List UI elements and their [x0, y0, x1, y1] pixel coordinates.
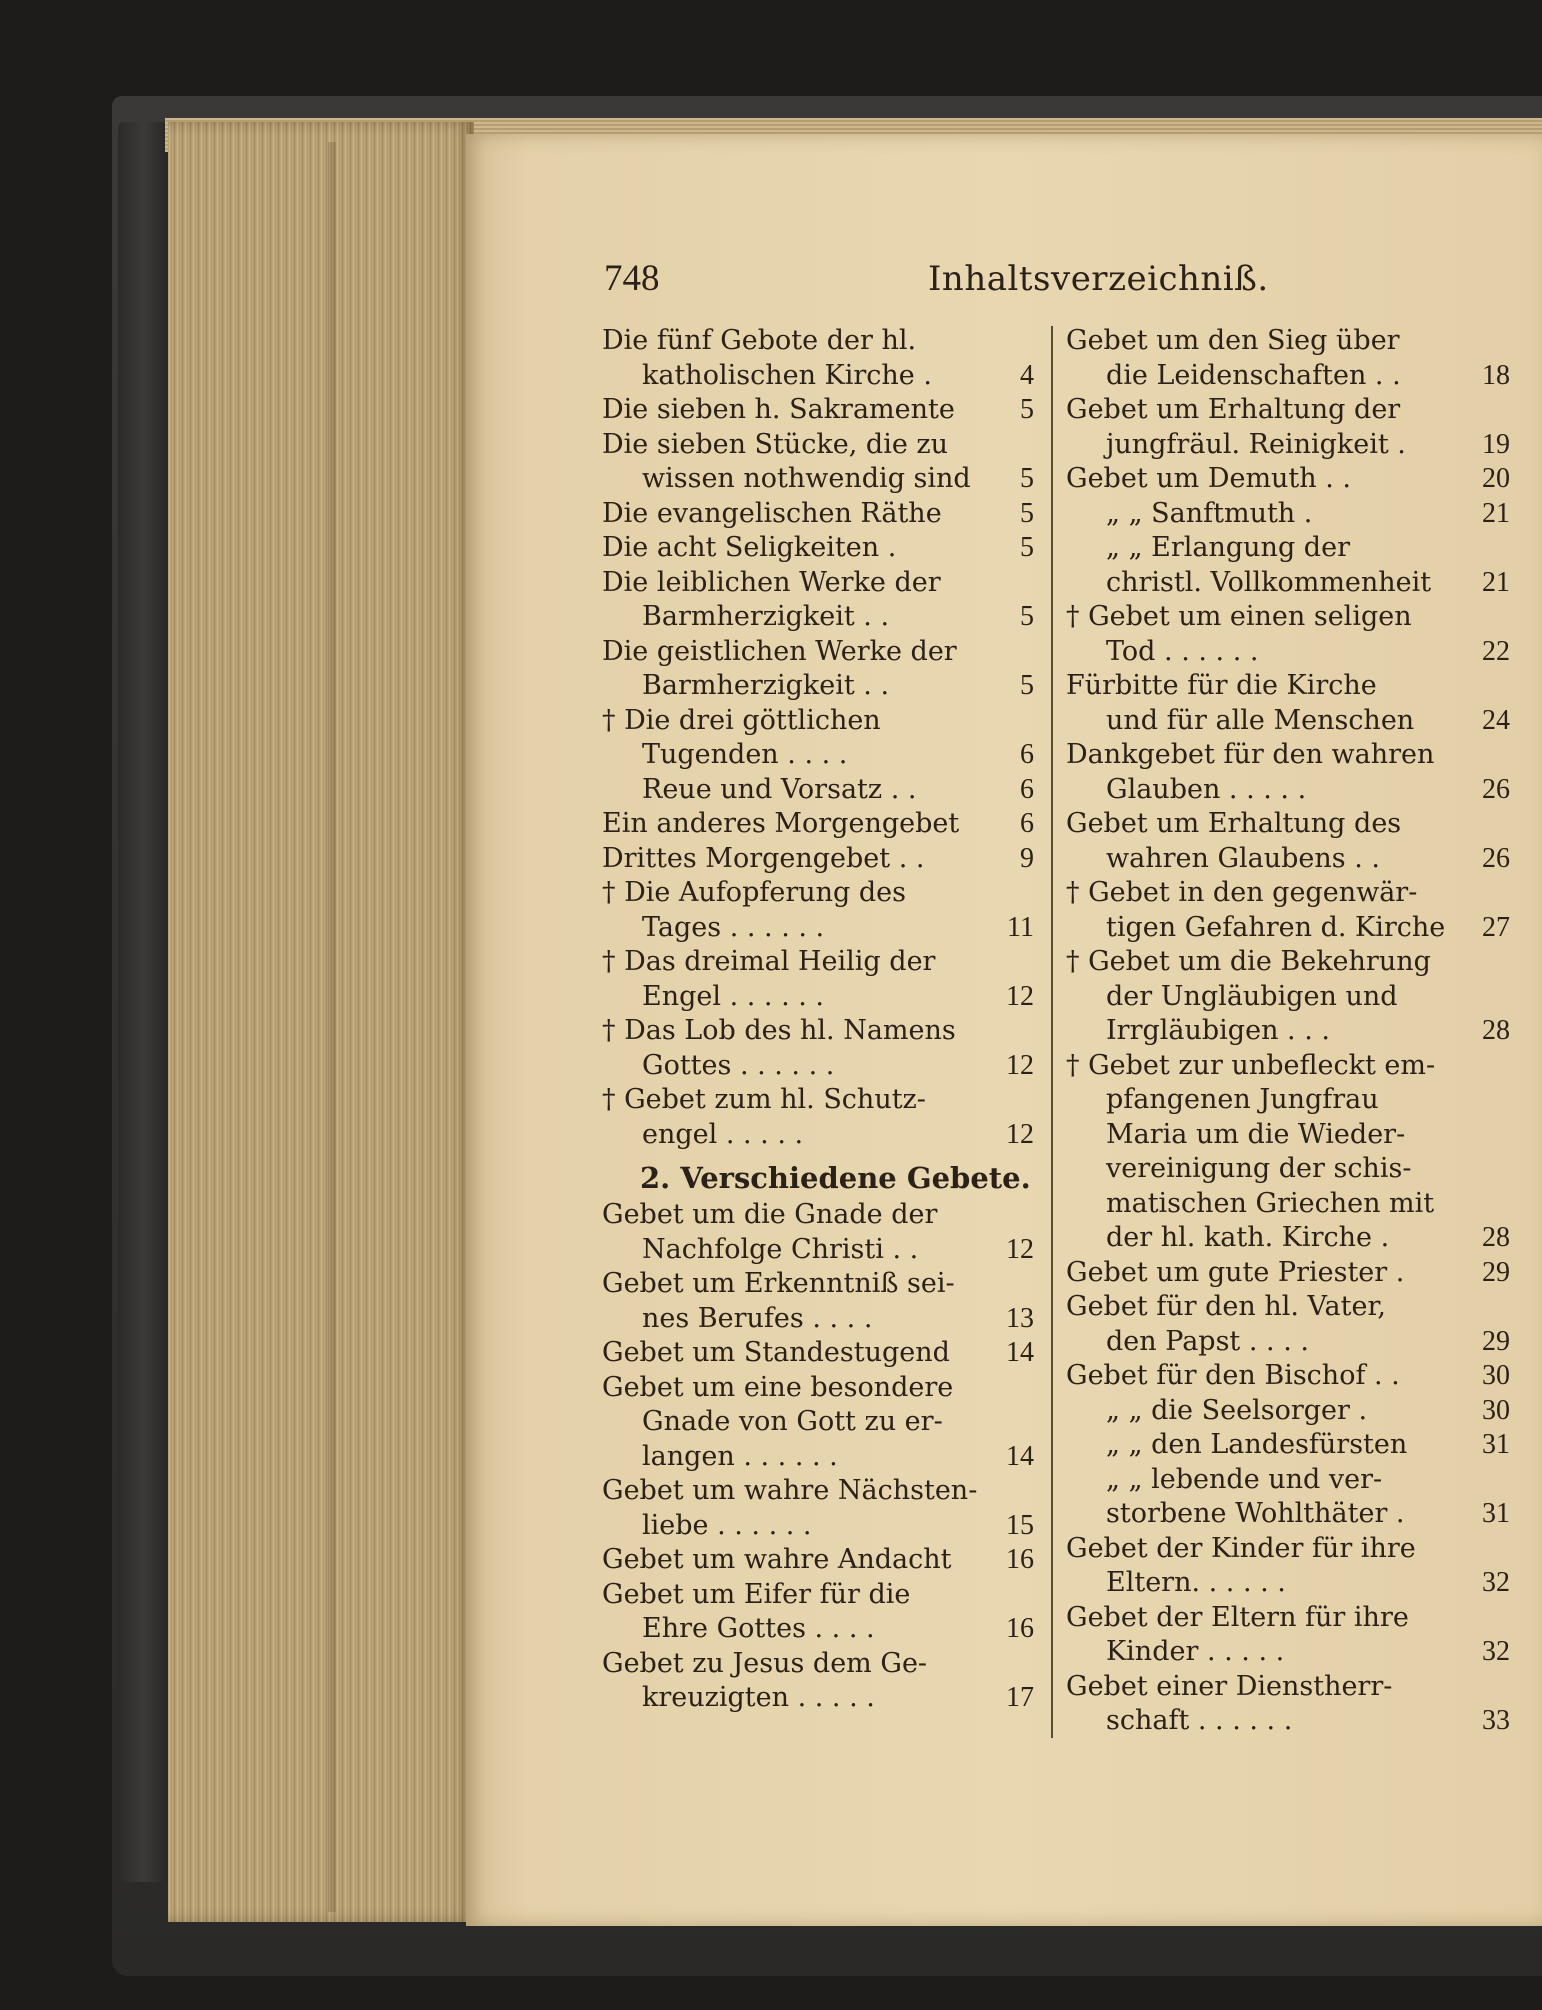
- toc-entry: [602, 1083, 1034, 1118]
- toc-entry-text: die Leidenschaften . .: [1106, 359, 1401, 391]
- toc-entry: [1066, 876, 1496, 911]
- toc-entry: [602, 807, 1034, 842]
- toc-entry-text: Gebet für den Bischof . .: [1066, 1360, 1400, 1391]
- toc-entry: [1066, 1325, 1510, 1360]
- toc-entry-page: 20: [1482, 463, 1510, 494]
- toc-entry-text: Gebet zu Jesus dem Ge-: [602, 1647, 928, 1679]
- book-page: [466, 134, 1542, 1926]
- toc-entry-text: Gebet für den hl. Vater,: [1066, 1291, 1387, 1322]
- toc-entry-text: kreuzigten . . . . .: [642, 1682, 875, 1713]
- toc-entry-page: 4: [1020, 359, 1034, 391]
- toc-entry-text: Gebet um wahre Nächsten-: [602, 1475, 978, 1506]
- toc-entry-page: 30: [1482, 1360, 1510, 1391]
- toc-entry: [1066, 1256, 1510, 1291]
- toc-entry-page: 5: [1020, 463, 1034, 494]
- toc-entry: [602, 1302, 1034, 1337]
- toc-entry-page: 12: [1006, 1233, 1034, 1265]
- toc-entry-text: Barmherzigkeit . .: [642, 601, 890, 632]
- toc-entry-page: 31: [1482, 1498, 1510, 1529]
- toc-entry-page: 18: [1482, 359, 1510, 391]
- toc-entry-text: tigen Gefahren d. Kirche: [1106, 911, 1446, 943]
- toc-entry: [602, 1681, 1034, 1716]
- toc-entry: [1066, 324, 1496, 359]
- toc-entry: [1066, 704, 1510, 739]
- toc-entry-text: „ „ den Landesfürsten: [1106, 1429, 1408, 1460]
- toc-entry-page: 5: [1020, 394, 1034, 425]
- toc-entry: [602, 462, 1034, 497]
- book-spine: [118, 122, 170, 1882]
- toc-entry-page: 31: [1482, 1429, 1510, 1460]
- toc-entry: [1066, 738, 1496, 773]
- toc-entry: [1066, 1704, 1510, 1739]
- toc-entry: [1066, 1118, 1496, 1153]
- toc-entry-text: Die geistlichen Werke der: [602, 635, 957, 667]
- toc-entry: [602, 1405, 1034, 1440]
- toc-entry-text: Gebet um Demuth . .: [1066, 463, 1352, 494]
- toc-entry: [1066, 497, 1510, 532]
- toc-entry: [1066, 980, 1496, 1015]
- toc-entry-page: 26: [1482, 842, 1510, 874]
- toc-entry: [1066, 1428, 1510, 1463]
- toc-entry: [602, 1647, 1034, 1682]
- toc-entry-text: Tod . . . . . .: [1106, 635, 1259, 667]
- toc-entry-page: 5: [1020, 601, 1034, 632]
- toc-entry: [602, 876, 1034, 911]
- toc-entry: [1066, 1394, 1510, 1429]
- toc-entry: [1066, 359, 1510, 394]
- toc-entry: [1066, 1566, 1510, 1601]
- toc-entry: [602, 1474, 1034, 1509]
- toc-entry-text: † Gebet um die Bekehrung: [1066, 946, 1431, 977]
- toc-entry-text: storbene Wohlthäter .: [1106, 1498, 1405, 1529]
- toc-entry-text: Gebet um Erhaltung des: [1066, 808, 1402, 839]
- toc-entry-text: engel . . . . .: [642, 1118, 804, 1150]
- toc-column-right: [1066, 324, 1510, 1739]
- toc-entry-page: 29: [1482, 1325, 1510, 1357]
- toc-entry-page: 14: [1006, 1440, 1034, 1472]
- toc-entry-text: † Das Lob des hl. Namens: [602, 1015, 956, 1046]
- toc-entry: [602, 1578, 1034, 1613]
- toc-entry: [1066, 600, 1496, 635]
- toc-entry-text: Gebet um gute Priester .: [1066, 1256, 1405, 1288]
- toc-entry-page: 9: [1020, 842, 1034, 874]
- toc-column-left: [602, 324, 1034, 1716]
- toc-entry: [1066, 669, 1496, 704]
- toc-entry-text: pfangenen Jungfrau: [1106, 1084, 1379, 1115]
- toc-entry-page: 32: [1482, 1567, 1510, 1598]
- toc-entry-page: 12: [1006, 1118, 1034, 1150]
- toc-entry: [1066, 807, 1496, 842]
- toc-entry: [1066, 1049, 1496, 1084]
- toc-entry: [602, 1543, 1034, 1578]
- toc-entry-text: Fürbitte für die Kirche: [1066, 670, 1377, 701]
- toc-entry-page: 28: [1482, 1222, 1510, 1253]
- toc-entry-text: Reue und Vorsatz . .: [642, 773, 917, 805]
- toc-entry-text: Gebet um wahre Andacht: [602, 1544, 952, 1575]
- toc-entry-page: 21: [1482, 566, 1510, 598]
- toc-entry-text: † Gebet zur unbefleckt em-: [1066, 1049, 1436, 1081]
- toc-entry-text: Die sieben Stücke, die zu: [602, 428, 949, 460]
- toc-entry-page: 6: [1020, 773, 1034, 805]
- toc-entry: [602, 566, 1034, 601]
- toc-entry-page: 15: [1006, 1509, 1034, 1541]
- toc-entry-text: Ehre Gottes . . . .: [642, 1613, 875, 1644]
- toc-entry: [1066, 1152, 1496, 1187]
- toc-entry-text: Maria um die Wieder-: [1106, 1118, 1406, 1150]
- toc-entry-text: Gebet um Erhaltung der: [1066, 394, 1401, 425]
- toc-entry-page: 5: [1020, 532, 1034, 563]
- toc-entry: [602, 497, 1034, 532]
- toc-entry-page: 14: [1006, 1337, 1034, 1368]
- toc-entry: [1066, 1014, 1510, 1049]
- toc-entry: [602, 1233, 1034, 1268]
- toc-entry: [1066, 1187, 1496, 1222]
- toc-entry: [602, 842, 1034, 877]
- toc-entry-text: „ „ Erlangung der: [1106, 532, 1350, 563]
- toc-entry-text: Die fünf Gebote der hl.: [602, 325, 917, 356]
- toc-entry-text: Gottes . . . . . .: [642, 1049, 835, 1081]
- toc-entry-text: Dankgebet für den wahren: [1066, 739, 1435, 770]
- toc-entry-page: 24: [1482, 704, 1510, 736]
- toc-entry: [602, 911, 1034, 946]
- toc-entry-text: 2. Verschiedene Gebete.: [640, 1161, 1031, 1195]
- toc-entry-text: wissen nothwendig sind: [642, 463, 971, 494]
- toc-entry: [1066, 1359, 1510, 1394]
- toc-entry: [602, 1198, 1034, 1233]
- toc-entry-page: 11: [1007, 911, 1034, 943]
- toc-entry: [602, 704, 1034, 739]
- toc-entry-text: Tugenden . . . .: [642, 739, 848, 770]
- toc-entry: [1066, 1083, 1496, 1118]
- toc-entry: [602, 773, 1034, 808]
- toc-entry-text: Gnade von Gott zu er-: [642, 1406, 943, 1437]
- toc-entry-text: † Die Aufopferung des: [602, 877, 906, 908]
- toc-entry: [1066, 842, 1510, 877]
- toc-entry: [602, 359, 1034, 394]
- toc-entry: [602, 1371, 1034, 1406]
- toc-entry: [602, 738, 1034, 773]
- toc-entry-text: Die sieben h. Sakramente: [602, 394, 955, 425]
- toc-entry: [1066, 945, 1496, 980]
- toc-entry-text: Gebet um den Sieg über: [1066, 325, 1400, 356]
- toc-entry: [602, 1118, 1034, 1153]
- toc-entry-text: vereinigung der schis-: [1106, 1153, 1412, 1184]
- toc-entry-page: 21: [1482, 497, 1510, 529]
- toc-entry-text: † Das dreimal Heilig der: [602, 946, 936, 977]
- toc-entry-text: Ein anderes Morgengebet: [602, 808, 960, 839]
- toc-entry-text: nes Berufes . . . .: [642, 1302, 873, 1334]
- toc-entry-text: Glauben . . . . .: [1106, 773, 1307, 805]
- toc-entry: [1066, 1635, 1510, 1670]
- toc-entry: [1066, 393, 1496, 428]
- toc-entry-text: † Gebet in den gegenwär-: [1066, 877, 1418, 908]
- toc-entry-text: wahren Glaubens . .: [1106, 842, 1380, 874]
- toc-entry-page: 19: [1482, 428, 1510, 460]
- toc-entry: [602, 531, 1034, 566]
- toc-entry-text: Gebet um die Gnade der: [602, 1199, 938, 1230]
- toc-entry-page: 33: [1482, 1705, 1510, 1736]
- toc-entry: [1066, 1221, 1510, 1256]
- toc-entry-text: Die leiblichen Werke der: [602, 566, 941, 598]
- toc-entry: [602, 1267, 1034, 1302]
- toc-entry-text: Eltern. . . . . .: [1106, 1567, 1286, 1598]
- toc-entry: [1066, 531, 1496, 566]
- toc-entry-page: 32: [1482, 1636, 1510, 1667]
- toc-entry: [602, 1049, 1034, 1084]
- toc-entry-page: 5: [1020, 670, 1034, 701]
- toc-entry-text: Gebet um Eifer für die: [602, 1578, 911, 1610]
- toc-entry-page: 5: [1020, 497, 1034, 529]
- toc-entry-text: „ „ die Seelsorger .: [1106, 1394, 1368, 1426]
- toc-entry-text: „ „ lebende und ver-: [1106, 1463, 1383, 1495]
- toc-entry-text: Kinder . . . . .: [1106, 1636, 1285, 1667]
- toc-entry-text: Nachfolge Christi . .: [642, 1233, 919, 1265]
- toc-entry-text: Gebet um Erkenntniß sei-: [602, 1268, 955, 1299]
- toc-entry-text: Engel . . . . . .: [642, 980, 824, 1012]
- toc-entry-text: Die acht Seligkeiten .: [602, 532, 897, 563]
- toc-entry-text: jungfräul. Reinigkeit .: [1106, 428, 1406, 460]
- toc-entry-text: der hl. kath. Kirche .: [1106, 1222, 1390, 1253]
- toc-entry-text: † Gebet um einen seligen: [1066, 601, 1412, 632]
- toc-entry: [1066, 462, 1510, 497]
- toc-entry: [1066, 428, 1510, 463]
- toc-entry-page: 30: [1482, 1394, 1510, 1426]
- toc-entry: [602, 945, 1034, 980]
- toc-entry: [602, 669, 1034, 704]
- page-title: Inhaltsverzeichniß.: [928, 259, 1269, 299]
- toc-entry: [602, 1336, 1034, 1371]
- toc-entry-page: 6: [1020, 808, 1034, 839]
- toc-entry: [1066, 1497, 1510, 1532]
- toc-entry: [602, 1612, 1034, 1647]
- toc-entry-text: der Ungläubigen und: [1106, 980, 1398, 1012]
- toc-entry-text: „ „ Sanftmuth .: [1106, 497, 1313, 529]
- toc-entry-page: 26: [1482, 773, 1510, 805]
- column-divider: [1051, 326, 1053, 1738]
- toc-entry: [1066, 566, 1510, 601]
- toc-entry-page: 6: [1020, 739, 1034, 770]
- toc-entry-text: langen . . . . . .: [642, 1440, 838, 1472]
- toc-entry-text: Tages . . . . . .: [642, 911, 825, 943]
- toc-entry: [1066, 635, 1510, 670]
- toc-entry-text: Die evangelischen Räthe: [602, 497, 942, 529]
- toc-entry-page: 27: [1482, 911, 1510, 943]
- toc-entry: [602, 1014, 1034, 1049]
- toc-entry-text: Gebet der Eltern für ihre: [1066, 1601, 1409, 1633]
- toc-entry: [1066, 773, 1510, 808]
- toc-entry-text: Gebet einer Dienstherr-: [1066, 1670, 1393, 1702]
- toc-entry-page: 12: [1006, 980, 1034, 1012]
- toc-entry-text: liebe . . . . . .: [642, 1509, 812, 1541]
- toc-entry-text: Irrgläubigen . . .: [1106, 1015, 1330, 1046]
- toc-entry-text: Gebet der Kinder für ihre: [1066, 1532, 1416, 1564]
- toc-entry: [1066, 911, 1510, 946]
- toc-entry: [602, 600, 1034, 635]
- toc-entry-page: 13: [1006, 1302, 1034, 1334]
- toc-entry-page: 12: [1006, 1049, 1034, 1081]
- toc-entry-text: † Gebet zum hl. Schutz-: [602, 1084, 926, 1115]
- section-heading: [602, 1152, 1034, 1198]
- toc-entry-text: Gebet um Standestugend: [602, 1337, 950, 1368]
- toc-entry-text: Gebet um eine besondere: [602, 1371, 954, 1403]
- toc-entry-page: 17: [1006, 1682, 1034, 1713]
- toc-entry-page: 16: [1006, 1613, 1034, 1644]
- toc-entry-page: 29: [1482, 1256, 1510, 1288]
- toc-entry-page: 16: [1006, 1544, 1034, 1575]
- page-block-edges: [168, 122, 474, 1922]
- toc-entry: [602, 1440, 1034, 1475]
- toc-entry-text: und für alle Menschen: [1106, 704, 1415, 736]
- toc-entry-text: † Die drei göttlichen: [602, 704, 881, 736]
- toc-entry-text: schaft . . . . . .: [1106, 1705, 1293, 1736]
- toc-entry-text: christl. Vollkommenheit: [1106, 566, 1432, 598]
- toc-entry-page: 22: [1482, 635, 1510, 667]
- toc-entry: [1066, 1463, 1496, 1498]
- toc-entry: [1066, 1290, 1496, 1325]
- toc-entry-text: Drittes Morgengebet . .: [602, 842, 925, 874]
- page-number: 748: [604, 258, 660, 299]
- toc-entry: [602, 1509, 1034, 1544]
- toc-entry-page: 28: [1482, 1015, 1510, 1046]
- toc-entry: [1066, 1670, 1496, 1705]
- running-head: [466, 257, 1542, 307]
- toc-entry: [1066, 1601, 1496, 1636]
- toc-entry-text: katholischen Kirche .: [642, 359, 932, 391]
- toc-entry: [1066, 1532, 1496, 1567]
- toc-entry: [602, 980, 1034, 1015]
- toc-entry-text: matischen Griechen mit: [1106, 1187, 1435, 1219]
- toc-entry-text: den Papst . . . .: [1106, 1325, 1309, 1357]
- toc-entry: [602, 635, 1034, 670]
- toc-entry: [602, 324, 1034, 359]
- toc-entry-text: Barmherzigkeit . .: [642, 670, 890, 701]
- toc-entry: [602, 393, 1034, 428]
- toc-entry: [602, 428, 1034, 463]
